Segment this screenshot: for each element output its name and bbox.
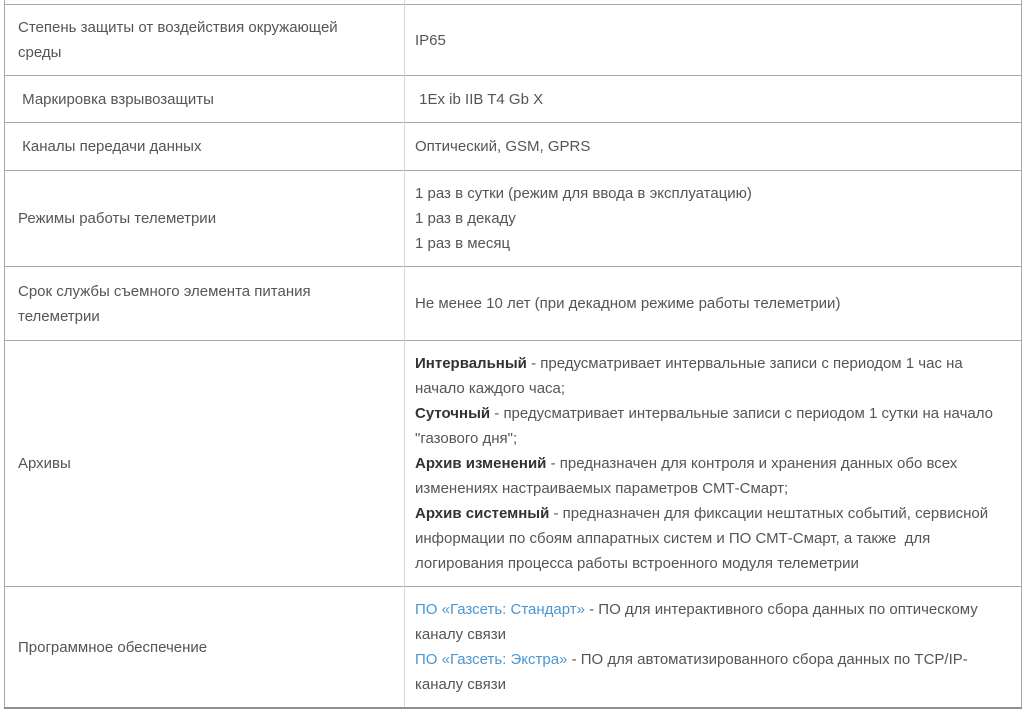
spec-value-cell: Не менее 10 лет (при декадном режиме работы телеметрии) xyxy=(405,267,1022,341)
spec-label-cell: Архивы xyxy=(5,341,405,587)
spec-value-cell: 1 раз в сутки (режим для ввода в эксплуатацию) 1 раз в декаду 1 раз в месяц xyxy=(405,171,1022,267)
spec-table-body xyxy=(5,0,1022,708)
spec-label-cell: Маркировка взрывозащиты xyxy=(5,76,405,123)
spec-label-cell: Степень защиты от воздействия окружающей среды xyxy=(5,5,405,76)
spec-label-cell: Программное обеспечение xyxy=(5,587,405,709)
spec-value-cell: IP65 xyxy=(405,5,1022,76)
bold-term-system-archive: Архив системный xyxy=(415,505,550,522)
spec-table xyxy=(4,0,1022,709)
spec-label-cell: Срок службы съемного элемента питания телеметрии xyxy=(5,267,405,341)
table-row xyxy=(5,341,1022,587)
bold-term-changes-archive: Архив изменений xyxy=(415,455,547,472)
table-row xyxy=(5,76,1022,123)
table-row xyxy=(5,267,1022,341)
spec-label-cell: Режимы работы телеметрии xyxy=(5,171,405,267)
table-row xyxy=(5,123,1022,171)
bold-term-daily: Суточный xyxy=(415,405,491,422)
spec-label-cell: Каналы передачи данных xyxy=(5,123,405,171)
table-row xyxy=(5,587,1022,709)
table-row xyxy=(5,5,1022,76)
link-gazset-ekstra[interactable]: ПО «Газсеть: Экстра» xyxy=(415,651,568,668)
table-row xyxy=(5,171,1022,267)
spec-value-cell: Оптический, GSM, GPRS xyxy=(405,123,1022,171)
spec-value-cell: ПО «Газсеть: Стандарт» - ПО для интерактивного сбора данных по оптическому каналу связи ПО «Газсеть: Экстра» - ПО для автоматизированного сбора данных по TCP/IP-каналу связи xyxy=(405,587,1022,709)
spec-value-cell: 1Ex ib IIB T4 Gb X xyxy=(405,76,1022,123)
bold-term-interval: Интервальный xyxy=(415,355,527,372)
link-gazset-standart[interactable]: ПО «Газсеть: Стандарт» xyxy=(415,601,585,618)
spec-value-cell: Интервальный - предусматривает интервальные записи с периодом 1 час на начало каждого часа; Суточный - предусматривает интервальные записи с периодом 1 сутки на начало "газового дня"; Архив изменений - предназначен для контроля и хранения данных обо всех изменениях настраиваемых параметров СМТ-Смарт; Архив системный - предназначен для фиксации нештатных событий, сервисной информации по сбоям аппаратных систем и ПО СМТ-Смарт, а также для логирования процесса работы встроенного модуля телеметрии xyxy=(405,341,1022,587)
